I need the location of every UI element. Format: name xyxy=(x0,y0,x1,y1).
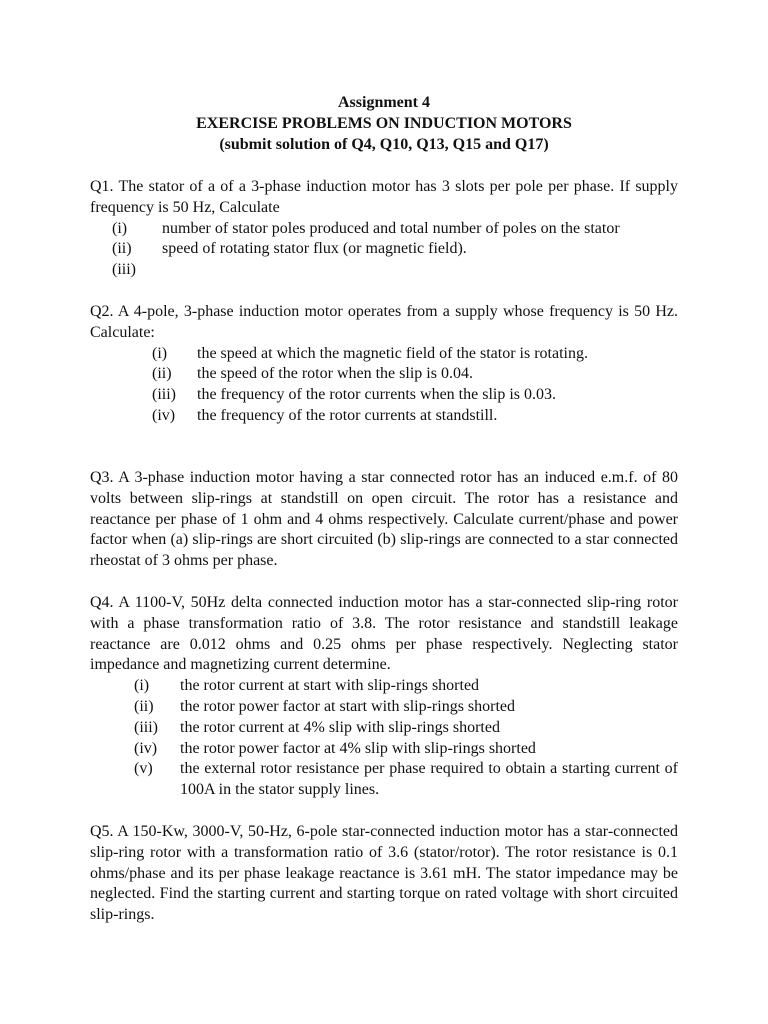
question-1-item xyxy=(90,219,678,240)
item-text: the rotor current at start with slip-rings shorted xyxy=(180,677,480,695)
item-text: the rotor power factor at start with slip-rings shorted xyxy=(180,697,516,715)
item-number: (ii) xyxy=(112,240,132,258)
question-2-item xyxy=(90,344,678,365)
question-4-item xyxy=(90,718,678,739)
question-5-text: Q5. A 150-Kw, 3000-V, 50-Hz, 6-pole star-connected induction motor has a star-connected slip-ring rotor with a transformation ratio of 3.6 (stator/rotor). The rotor resistance is 0.1 ohms/phase and its per phase leakage reactance is 3.61 mH. The stator impedance may be neglected. Find the starting current and starting torque on rated voltage with short circuited slip-rings. xyxy=(90,823,678,924)
item-number: (v) xyxy=(134,760,153,778)
item-number: (iv) xyxy=(134,739,158,757)
question-4-text: Q4. A 1100-V, 50Hz delta connected induction motor has a star-connected slip-ring rotor with a phase transformation ratio of 3.8. The rotor resistance and standstill leakage reactance are 0.012 ohms and 0.25 ohms per phase respectively. Neglecting stator impedance and magnetizing current determine. xyxy=(90,594,678,674)
item-number: (iii) xyxy=(134,718,158,736)
question-4 xyxy=(90,593,678,801)
item-text: speed of rotating stator flux (or magnetic field). xyxy=(162,240,467,258)
item-text: the frequency of the rotor currents when the slip is 0.03. xyxy=(197,386,557,404)
item-text: the rotor power factor at 4% slip with slip-rings shorted xyxy=(180,739,536,757)
item-number: (ii) xyxy=(152,365,172,383)
item-number: (i) xyxy=(134,677,150,695)
question-4-item xyxy=(90,697,678,718)
question-2 xyxy=(90,302,678,427)
question-1-text: Q1. The stator of a of a 3-phase induction motor has 3 slots per pole per phase. If supply frequency is 50 Hz, Calculate xyxy=(90,178,678,216)
question-1-item xyxy=(90,239,678,260)
exercise-title: EXERCISE PROBLEMS ON INDUCTION MOTORS xyxy=(196,115,572,132)
item-text: the speed at which the magnetic field of the stator is rotating. xyxy=(197,344,588,362)
question-3-text: Q3. A 3-phase induction motor having a star connected rotor has an induced e.m.f. of 80 volts between slip-rings at standstill on open circuit. The rotor has a resistance and reactance per phase of 1 ohm and 4 ohms respectively. Calculate current/phase and power factor when (a) slip-rings are short circuited (b) slip-rings are connected to a star connected rheostat of 3 ohms per phase. xyxy=(90,469,678,570)
item-text: the rotor current at 4% slip with slip-rings shorted xyxy=(180,718,500,736)
document-header xyxy=(0,93,768,156)
item-text: the frequency of the rotor currents at standstill. xyxy=(197,406,498,424)
item-number: (iv) xyxy=(152,406,176,424)
question-2-item xyxy=(90,406,678,427)
submission-note: (submit solution of Q4, Q10, Q13, Q15 and Q17) xyxy=(219,136,549,153)
question-1-item xyxy=(90,260,678,281)
item-number: (i) xyxy=(112,219,128,237)
item-text: the speed of the rotor when the slip is 0.04. xyxy=(197,365,473,383)
item-text: number of stator poles produced and total number of poles on the stator xyxy=(162,219,620,237)
question-4-item xyxy=(90,739,678,760)
question-2-item xyxy=(90,385,678,406)
question-3 xyxy=(90,468,678,572)
assignment-title: Assignment 4 xyxy=(337,94,430,111)
question-1 xyxy=(90,177,678,281)
item-text xyxy=(162,260,678,281)
question-4-item xyxy=(90,759,678,801)
item-number: (iii) xyxy=(112,261,136,279)
question-5 xyxy=(90,822,678,926)
item-text: the external rotor resistance per phase required to obtain a starting current of 100A in the stator supply lines. xyxy=(180,760,678,799)
question-4-item xyxy=(90,676,678,697)
item-number: (ii) xyxy=(134,697,154,715)
question-2-item xyxy=(90,364,678,385)
question-2-text: Q2. A 4-pole, 3-phase induction motor operates from a supply whose frequency is 50 Hz. Calculate: xyxy=(90,303,678,341)
item-number: (iii) xyxy=(152,386,176,404)
item-number: (i) xyxy=(152,344,168,362)
